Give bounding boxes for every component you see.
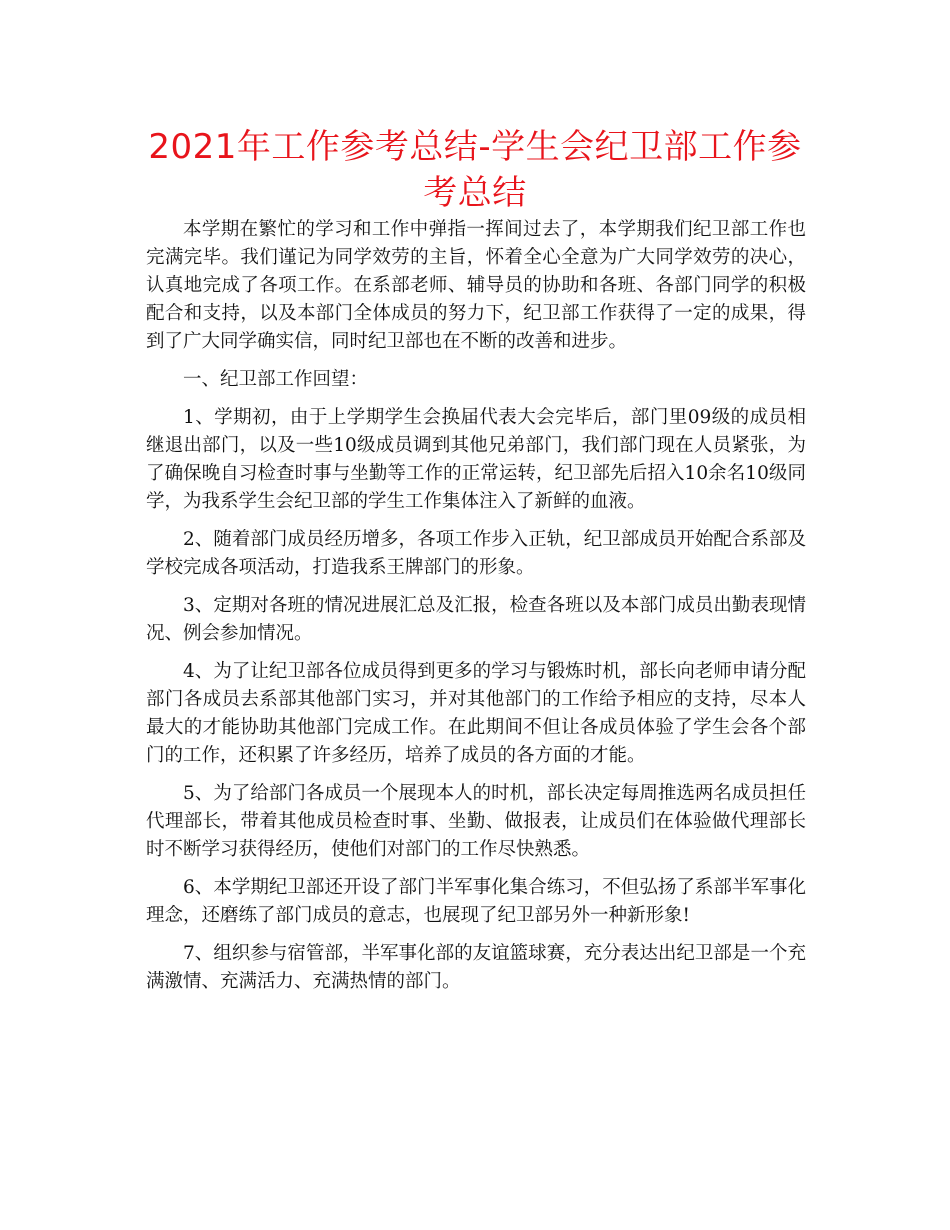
paragraph-intro: 本学期在繁忙的学习和工作中弹指一挥间过去了，本学期我们纪卫部工作也完满完毕。我们谨记为同学效劳的主旨，怀着全心全意为广大同学效劳的决心，认真地完成了各项工作。在系部老师、辅导员的协助和各班、各部门同学的积极配合和支持，以及本部门全体成员的努力下，纪卫部工作获得了一定的成果，得到了广大同学确实信，同时纪卫部也在不断的改善和进步。 — [146, 219, 806, 352]
list-item-1: 1、学期初，由于上学期学生会换届代表大会完毕后，部门里09级的成员相继退出部门，以及一些10级成员调到其他兄弟部门，我们部门现在人员紧张，为了确保晚自习检查时事与坐勤等工作的正常运转，纪卫部先后招入10余名10级同学，为我系学生会纪卫部的学生工作集体注入了新鲜的血液。 — [146, 407, 806, 512]
list-item-6: 6、本学期纪卫部还开设了部门半军事化集合练习，不但弘扬了系部半军事化理念，还磨练了部门成员的意志，也展现了纪卫部另外一种新形象! — [146, 877, 806, 926]
list-item-3: 3、定期对各班的情况进展汇总及汇报，检查各班以及本部门成员出勤表现情况、例会参加情况。 — [146, 595, 806, 644]
list-item-4: 4、为了让纪卫部各位成员得到更多的学习与锻炼时机，部长向老师申请分配部门各成员去系部其他部门实习，并对其他部门的工作给予相应的支持，尽本人最大的才能协助其他部门完成工作。在此期间不但让各成员体验了学生会各个部门的工作，还积累了许多经历，培养了成员的各方面的才能。 — [146, 661, 806, 766]
section-heading: 一、纪卫部工作回望： — [183, 369, 369, 390]
document-body — [146, 216, 806, 1006]
document-title: 2021年工作参考总结-学生会纪卫部工作参考总结 — [148, 127, 802, 213]
list-item-5: 5、为了给部门各成员一个展现本人的时机，部长决定每周推选两名成员担任代理部长，带着其他成员检查时事、坐勤、做报表，让成员们在体验做代理部长时不断学习获得经历，使他们对部门的工作尽快熟悉。 — [146, 783, 806, 860]
list-item-2: 2、随着部门成员经历增多，各项工作步入正轨，纪卫部成员开始配合系部及学校完成各项活动，打造我系王牌部门的形象。 — [146, 529, 806, 578]
list-item-7: 7、组织参与宿管部，半军事化部的友谊篮球赛，充分表达出纪卫部是一个充满激情、充满活力、充满热情的部门。 — [146, 943, 806, 992]
